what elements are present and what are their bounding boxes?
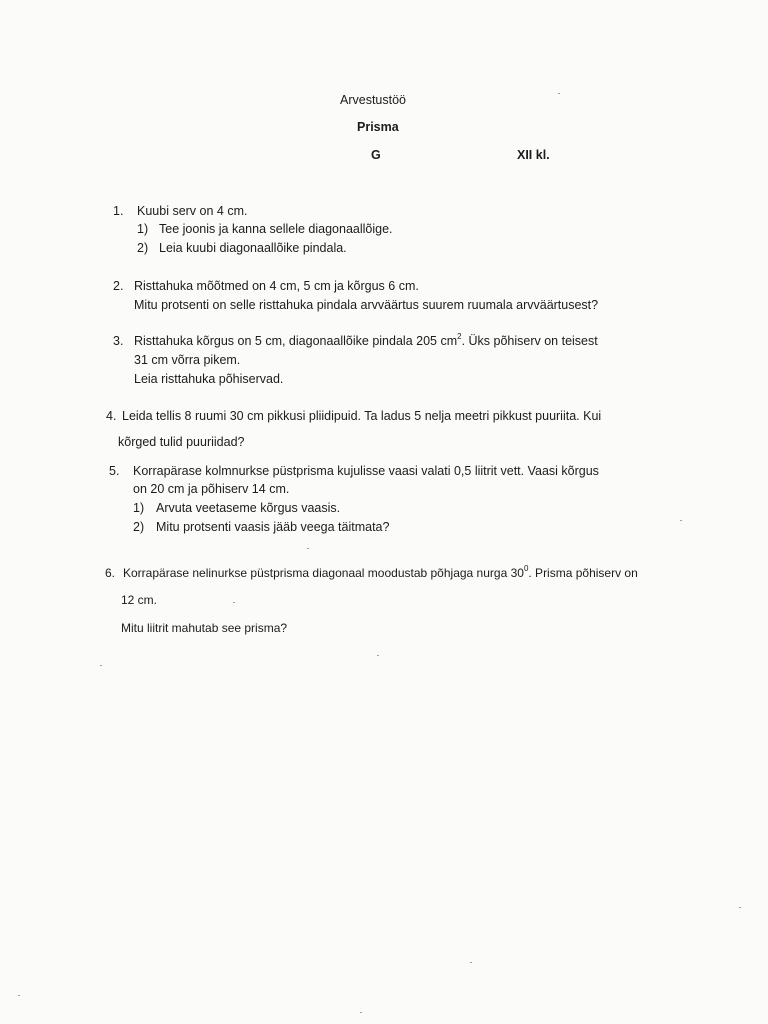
text-segment: Risttahuka kõrgus on 5 cm, diagonaallõike pindala 205 cm (134, 334, 458, 348)
scan-speck (360, 1012, 362, 1013)
problem-text: 31 cm võrra pikem. (134, 353, 241, 367)
problem-text: on 20 cm ja põhiserv 14 cm. (133, 482, 290, 496)
problem-text: Kuubi serv on 4 cm. (137, 204, 248, 218)
problem-text: Leia risttahuka põhiservad. (134, 372, 284, 386)
problem-number: 6. (105, 566, 116, 580)
text-segment: . Prisma põhiserv on (528, 566, 638, 580)
scan-speck (377, 655, 379, 656)
scan-speck (558, 93, 560, 94)
problem-number: 3. (113, 334, 124, 348)
scan-speck (233, 602, 235, 603)
subitem-number: 2) (137, 241, 149, 255)
subitem-number: 1) (137, 222, 149, 236)
problem-number: 2. (113, 279, 124, 293)
problem-text: Korrapärase kolmnurkse püstprisma kujulisse vaasi valati 0,5 liitrit vett. Vaasi kõrgus (133, 464, 599, 478)
problem-number: 1. (113, 204, 124, 218)
scan-speck (18, 995, 20, 996)
problem-text: Mitu protsenti on selle risttahuka pindala arvväärtus suurem ruumala arvväärtusest? (134, 298, 599, 312)
scan-speck (307, 548, 309, 549)
problem-number: 4. (106, 409, 117, 423)
problem-text: Mitu liitrit mahutab see prisma? (121, 621, 288, 635)
problem-number: 5. (109, 464, 120, 478)
subitem-number: 2) (133, 520, 145, 534)
subitem-text: Arvuta veetaseme kõrgus vaasis. (156, 501, 341, 515)
problem-text (123, 565, 638, 581)
problem-text (134, 333, 598, 349)
document-title: Arvestustöö (340, 93, 407, 107)
subitem-text: Tee joonis ja kanna sellele diagonaallõige. (159, 222, 393, 236)
text-segment: Korrapärase nelinurkse püstprisma diagonaal moodustab põhjaga nurga 30 (123, 566, 524, 580)
problem-text: kõrged tulid puuriidad? (118, 435, 245, 449)
superscript: 2 (457, 331, 462, 341)
scan-speck (100, 665, 102, 666)
problem-text: Leida tellis 8 ruumi 30 cm pikkusi pliidipuid. Ta ladus 5 nelja meetri pikkust puuriita. Kui (122, 409, 602, 423)
scan-speck (680, 520, 682, 521)
superscript: 0 (523, 564, 529, 573)
subitem-number: 1) (133, 501, 145, 515)
scan-speck (470, 962, 472, 963)
problem-text: Risttahuka mõõtmed on 4 cm, 5 cm ja kõrgus 6 cm. (134, 279, 419, 293)
grade-label: XII kl. (517, 148, 550, 162)
variant-label: G (371, 148, 381, 162)
subitem-text: Mitu protsenti vaasis jääb veega täitmata? (156, 520, 390, 534)
subitem-text: Leia kuubi diagonaallõike pindala. (159, 241, 347, 255)
problem-text: 12 cm. (121, 593, 158, 607)
document-subtitle: Prisma (357, 120, 399, 134)
text-segment: . Üks põhiserv on teisest (461, 334, 598, 348)
scan-speck (739, 907, 741, 908)
